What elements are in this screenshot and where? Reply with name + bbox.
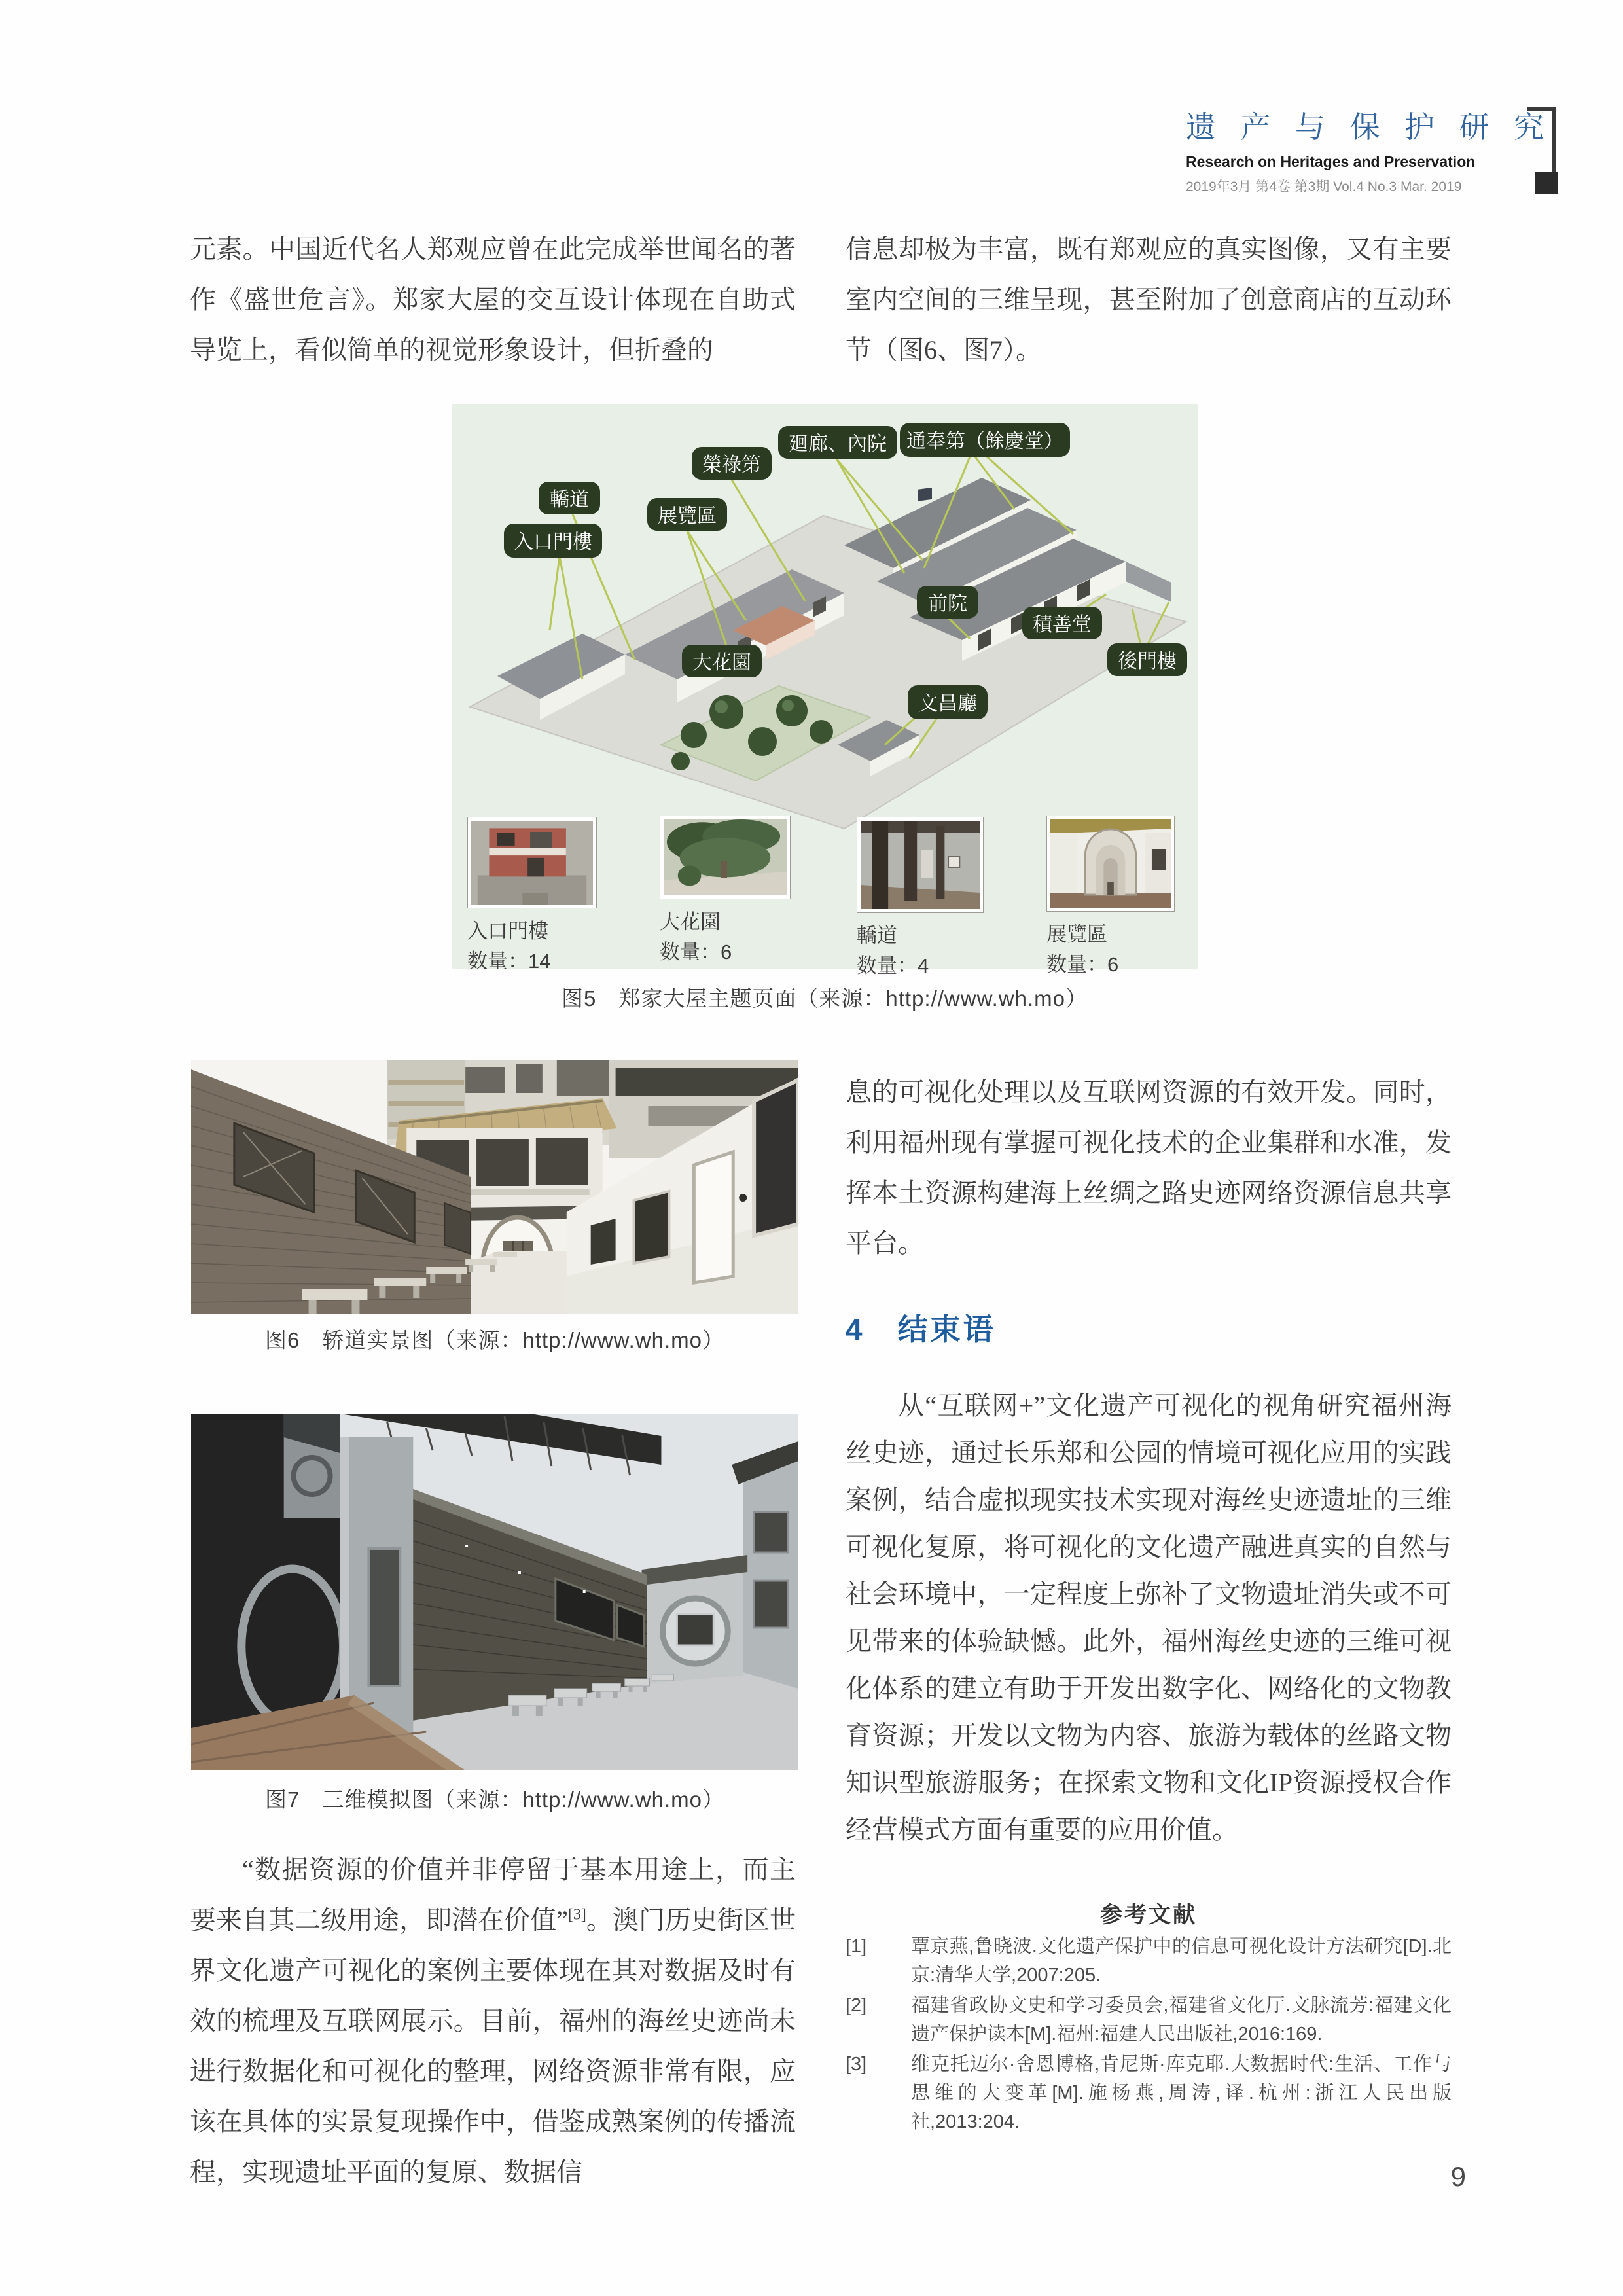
figure5-panel [452,404,1198,977]
thumbnail-sedanway-caption [857,921,929,981]
references-list [846,1932,1452,2138]
section4-heading: 4 结束语 [846,1312,996,1346]
map-label: 展覽區 [658,505,717,527]
thumbnail-sedanway [857,817,984,913]
bracket-line [1527,107,1556,174]
map-label: 大花園 [692,652,751,673]
journal-title-en: Research on Heritages and Preservation [1186,153,1476,170]
reference-text: 维克托迈尔·舍恩博格,肯尼斯·库克耶.大数据时代:生活、工作与思维的大变革[M].施杨燕,周涛,译.杭州:浙江人民出版社,2013:204. [911,2054,1452,2132]
paragraph-right-top: 信息却极为丰富，既有郑观应的真实图像，又有主要室内空间的三维呈现，甚至附加了创意商店的互动环节（图6、图7）。 [846,234,1452,365]
journal-header [1186,103,1552,196]
map-label: 入口門樓 [514,531,592,553]
reference-number: [1] [846,1936,867,1957]
thumbnail-entrance-caption [467,916,550,977]
paragraph-right-mid: 息的可视化处理以及互联网资源的有效开发。同时，利用福州现有掌握可视化技术的企业集群和水准，发挥本土资源构建海上丝绸之路史迹网络资源信息共享平台。 [846,1077,1452,1258]
thumbnail-label: 大花園 [660,910,721,933]
map-label: 榮祿第 [702,454,761,476]
left-bottom-text-pre: “数据资源的价值并非停留于基本用途上，而主要来自其二级用途，即潜在价值” [190,1855,796,1935]
thumbnail-count: 数量：4 [857,954,929,977]
paragraph-conclusion: 从“互联网+”文化遗产可视化的视角研究福州海丝史迹，通过长乐郑和公园的情境可视化应用的实践案例，结合虚拟现实技术实现对海丝史迹遗址的三维可视化复原，将可视化的文化遗产融进真实的自然与社会环境中，一定程度上弥补了文物遗址消失或不可见带来的体验缺憾。此外，福州海丝史迹的三维可视化体系的建立有助于开发出数字化、网络化的文物教育资源；开发以文物为内容、旅游为载体的丝路文物知识型旅游服务；在探索文物和文化IP资源授权合作经营模式方面有重要的应用价值。 [846,1391,1452,1844]
map-label: 後門樓 [1118,651,1177,672]
thumbnail-entrance-image [471,821,593,905]
thumbnail-count: 数量：6 [660,941,732,963]
map-label: 前院 [928,593,967,615]
thumbnail-count: 数量：6 [1046,953,1119,976]
thumbnail-garden-image [664,819,787,895]
figure7-caption: 图7 三维模拟图（来源：http://www.wh.mo） [265,1787,724,1812]
journal-title-cn: 遗 产 与 保 护 研 究 [1186,111,1552,144]
left-bottom-text-post: 。澳门历史街区世界文化遗产可视化的案例主要体现在其对数据及时有效的梳理及互联网展示。目前，福州的海丝史迹尚未进行数据化和可视化的整理，网络资源非常有限，应该在具体的实景复现操作中，借鉴成熟案例的传播流程，实现遗址平面的复原、数据信 [190,1905,796,2187]
citation-mark: [3] [567,1906,586,1924]
thumbnail-label: 展覽區 [1046,923,1107,946]
thumbnail-entrance [467,817,597,908]
thumbnail-exhibition-caption [1046,920,1118,980]
journal-header-text [1186,103,1552,196]
map-label: 廻廊、內院 [789,433,887,455]
reference-text: 福建省政协文史和学习委员会,福建省文化厅.文脉流芳:福建文化遗产保护读本[M].福州:福建人民出版社,2016:169. [911,1995,1452,2045]
figure6-alley-scene [191,1060,798,1314]
moon-gate-building [642,1555,748,1683]
reference-text: 覃京燕,鲁晓波.文化遗产保护中的信息可视化设计方法研究[D].北京:清华大学,2007:205. [911,1936,1452,1986]
figure6-photo [191,1060,798,1314]
thumbnail-sedanway-image [861,821,980,909]
reference-item [846,1932,1452,1990]
thumbnail-garden [660,816,791,899]
map-label: 文昌廳 [918,693,977,715]
figure7-3d-scene [191,1414,798,1770]
figure7-photo [191,1414,798,1770]
page-number: 9 [1450,2161,1466,2192]
reference-number: [2] [846,1995,867,2016]
figure6-caption: 图6 轿道实景图（来源：http://www.wh.mo） [265,1328,724,1352]
reference-item [846,2050,1452,2136]
thumbnail-count: 数量：14 [467,950,551,973]
thumbnail-garden-caption [660,907,732,967]
paragraph-left-top: 元素。中国近代名人郑观应曾在此完成举世闻名的著作《盛世危言》。郑家大屋的交互设计体现在自助式导览上，看似简单的视觉形象设计，但折叠的 [190,234,796,365]
figure5-caption: 图5 郑家大屋主题页面（来源：http://www.wh.mo） [562,986,1088,1011]
thumbnail-exhibition-image [1050,819,1171,908]
references-heading: 参考文献 [1100,1903,1197,1928]
map-label: 通奉第（餘慶堂） [906,431,1063,452]
journal-issue-line: 2019年3月 第4卷 第3期 Vol.4 No.3 Mar. 2019 [1186,179,1462,194]
paragraph-left-bottom [190,1844,796,2197]
reference-number: [3] [846,2054,867,2075]
map-label: 轎道 [550,489,589,511]
thumbnail-label: 入口門樓 [467,920,548,942]
map-label: 積善堂 [1033,614,1092,636]
bracket-square [1535,172,1558,194]
thumbnail-exhibition [1046,816,1175,912]
thumbnail-label: 轎道 [857,924,897,947]
reference-item [846,1991,1452,2049]
